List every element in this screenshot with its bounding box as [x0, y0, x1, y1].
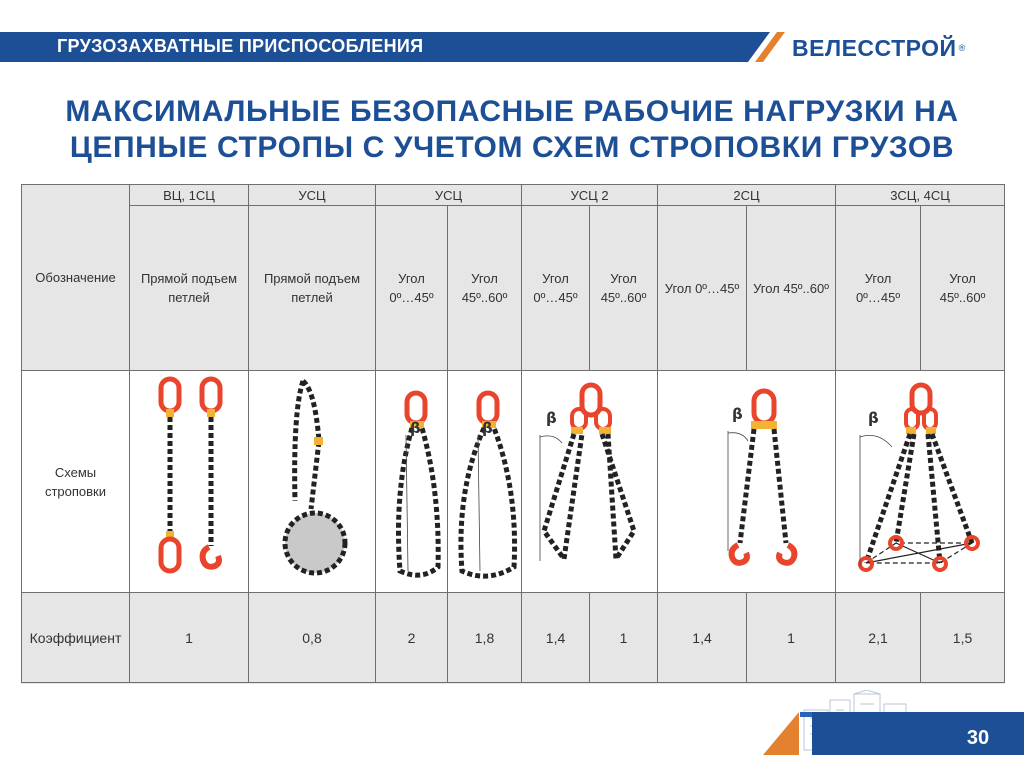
load-table — [21, 184, 1005, 683]
column-header — [590, 206, 658, 371]
coefficient-cell: 1 — [130, 593, 249, 683]
column-header — [448, 206, 522, 371]
column-header — [921, 206, 1005, 371]
header-line: петлей — [291, 290, 333, 305]
header-line: Угол 0º…45º — [664, 280, 740, 296]
scheme-basket-45-60 — [448, 371, 522, 593]
coefficient-cell: 1,5 — [921, 593, 1005, 683]
header-line: 45º..60º — [461, 290, 508, 305]
schemes-row — [22, 371, 1005, 593]
beta-label: β — [482, 419, 493, 437]
header-line: Угол — [471, 271, 498, 286]
column-header — [130, 206, 249, 371]
group-header: 2СЦ — [658, 185, 836, 206]
header-line: 0º…45º — [533, 290, 578, 305]
column-header — [747, 206, 836, 371]
header-line: Угол — [610, 271, 637, 286]
page-title-line-2: ЦЕПНЫЕ СТРОПЫ С УЧЕТОМ СХЕМ СТРОПОВКИ ГРУЗОВ — [69, 131, 955, 164]
schemes-label: Схемы строповки — [22, 371, 130, 593]
scheme-two-leg — [658, 371, 836, 593]
coefficient-cell: 0,8 — [249, 593, 376, 683]
beta-label: β — [410, 419, 421, 437]
section-title: ГРУЗОЗАХВАТНЫЕ ПРИСПОСОБЛЕНИЯ — [57, 36, 424, 56]
header-line: Угол — [398, 271, 425, 286]
header-line: 0º…45º — [389, 290, 434, 305]
coefficient-cell: 1,4 — [658, 593, 747, 683]
column-header — [376, 206, 448, 371]
header-line: Угол — [542, 271, 569, 286]
scheme-double-basket — [522, 371, 658, 593]
sling-basket-narrow-illustration — [376, 371, 448, 592]
scheme-four-leg — [836, 371, 1005, 593]
company-logo — [792, 31, 965, 65]
column-header — [658, 206, 747, 371]
group-header: 3СЦ, 4СЦ — [836, 185, 1005, 206]
column-header — [836, 206, 921, 371]
coefficient-cell: 1 — [747, 593, 836, 683]
column-header — [249, 206, 376, 371]
scheme-single-leg — [130, 371, 249, 593]
group-header-row — [22, 185, 1005, 206]
group-header: УСЦ 2 — [522, 185, 658, 206]
coefficient-row — [22, 593, 1005, 683]
sling-double-basket-illustration — [522, 371, 658, 592]
logo-text: ВЕЛЕССТРОЙ — [792, 34, 957, 61]
coefficient-cell: 2,1 — [836, 593, 921, 683]
group-header: ВЦ, 1СЦ — [130, 185, 249, 206]
coefficient-cell: 2 — [376, 593, 448, 683]
page-number: 30 — [948, 722, 1008, 754]
header-line: Угол — [949, 271, 976, 286]
coefficient-cell: 1 — [590, 593, 658, 683]
header-line: петлей — [168, 290, 210, 305]
header-line: Угол 45º..60º — [753, 280, 829, 296]
header-line: Угол — [864, 271, 892, 286]
designation-label: Обозначение — [22, 185, 130, 371]
column-header — [522, 206, 590, 371]
beta-label: β — [868, 409, 879, 427]
sling-basket-wide-illustration — [448, 371, 522, 592]
sling-loop-illustration — [249, 371, 376, 592]
sling-single-leg-illustration — [130, 371, 249, 592]
footer-orange-triangle — [763, 712, 799, 755]
coefficient-cell: 1,4 — [522, 593, 590, 683]
header-line: 45º..60º — [600, 290, 647, 305]
group-header: УСЦ — [376, 185, 522, 206]
scheme-basket-0-45 — [376, 371, 448, 593]
coefficient-cell: 1,8 — [448, 593, 522, 683]
sling-two-leg-illustration — [658, 371, 836, 592]
coefficient-label: Коэффициент — [22, 593, 130, 683]
designation-row — [22, 206, 1005, 371]
logo-registered-mark: ® — [958, 43, 966, 53]
header-line: Прямой подъем — [140, 271, 238, 286]
sling-four-leg-illustration — [836, 371, 1005, 592]
scheme-loop — [249, 371, 376, 593]
group-header: УСЦ — [249, 185, 376, 206]
header-line: 45º..60º — [939, 290, 986, 305]
header-line: 0º…45º — [855, 290, 901, 305]
header-line: Прямой подъем — [263, 271, 361, 286]
page-title — [0, 94, 1024, 166]
beta-label: β — [546, 409, 557, 427]
page-title-line-1: МАКСИМАЛЬНЫЕ БЕЗОПАСНЫЕ РАБОЧИЕ НАГРУЗКИ НА — [65, 95, 959, 128]
beta-label: β — [732, 405, 743, 423]
